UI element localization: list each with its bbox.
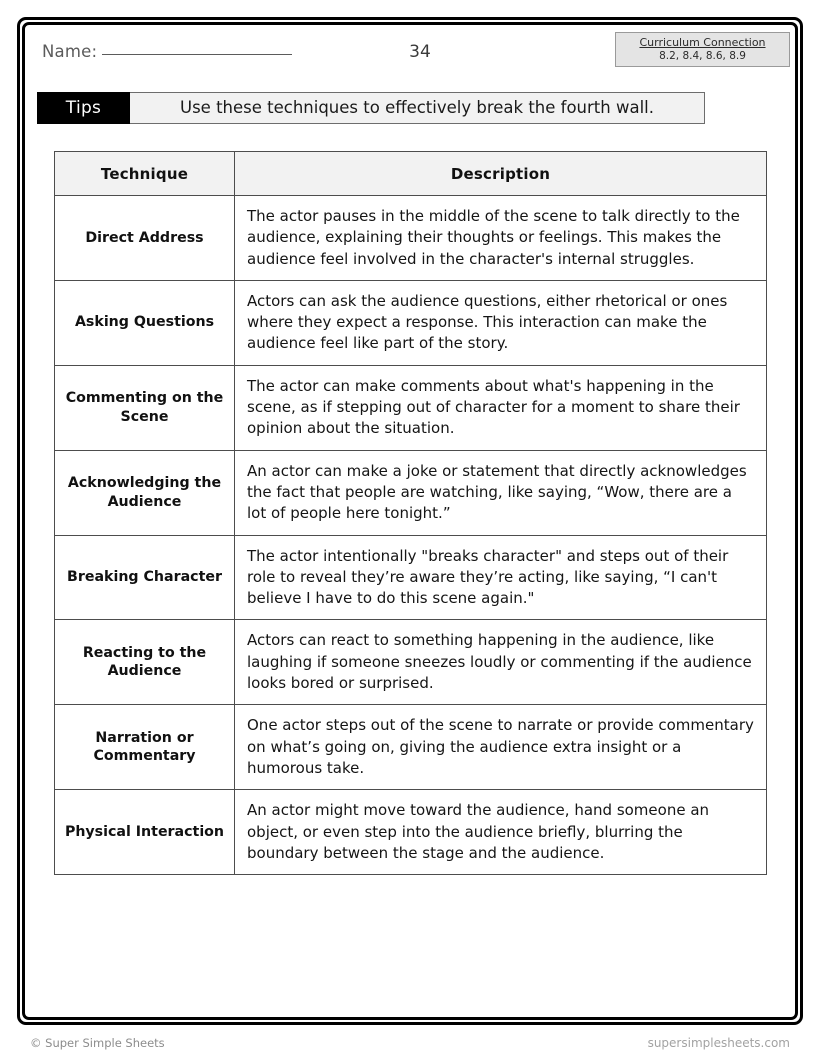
- technique-name: Physical Interaction: [55, 790, 235, 875]
- worksheet-header: [30, 30, 790, 80]
- table-header: [55, 152, 767, 196]
- column-header-description: Description: [235, 152, 767, 196]
- name-label: Name:: [42, 42, 98, 61]
- technique-name: Breaking Character: [55, 535, 235, 620]
- table-row: [55, 790, 767, 875]
- techniques-table: [54, 151, 767, 875]
- table-row: [55, 705, 767, 790]
- table-row: [55, 196, 767, 281]
- technique-description: An actor might move toward the audience, hand someone an object, or even step into the audience briefly, blurring the boundary between the stage and the audience.: [235, 790, 767, 875]
- technique-name: Direct Address: [55, 196, 235, 281]
- technique-name: Asking Questions: [55, 280, 235, 365]
- technique-name: Narration or Commentary: [55, 705, 235, 790]
- page-number: 34: [409, 42, 431, 62]
- page-footer: [0, 1034, 820, 1058]
- name-input-line[interactable]: [102, 54, 292, 55]
- column-header-technique: Technique: [55, 152, 235, 196]
- table-row: [55, 535, 767, 620]
- footer-copyright: © Super Simple Sheets: [30, 1036, 165, 1050]
- technique-description: The actor intentionally "breaks character" and steps out of their role to reveal they’re aware they’re acting, like saying, “I can't believe I have to do this scene again.": [235, 535, 767, 620]
- curriculum-connection-codes: 8.2, 8.4, 8.6, 8.9: [659, 49, 746, 62]
- technique-description: Actors can ask the audience questions, either rhetorical or ones where they expect a response. This interaction can make the audience feel like part of the story.: [235, 280, 767, 365]
- footer-website: supersimplesheets.com: [647, 1036, 790, 1050]
- technique-name: Commenting on the Scene: [55, 365, 235, 450]
- table-row: [55, 450, 767, 535]
- technique-description: Actors can react to something happening in the audience, like laughing if someone sneezes loudly or commenting if the audience looks bored or surprised.: [235, 620, 767, 705]
- table-body: [55, 196, 767, 875]
- technique-name: Reacting to the Audience: [55, 620, 235, 705]
- technique-description: The actor pauses in the middle of the scene to talk directly to the audience, explaining their thoughts or feelings. This makes the audience feel involved in the character's internal struggles.: [235, 196, 767, 281]
- table-row: [55, 280, 767, 365]
- table-header-row: [55, 152, 767, 196]
- technique-description: One actor steps out of the scene to narrate or provide commentary on what’s going on, giving the audience extra insight or a humorous take.: [235, 705, 767, 790]
- curriculum-connection-box: [615, 32, 790, 67]
- tips-instruction-text: Use these techniques to effectively break the fourth wall.: [130, 92, 705, 124]
- tips-tag-label: Tips: [37, 92, 130, 124]
- technique-description: An actor can make a joke or statement that directly acknowledges the fact that people are watching, like saying, “Wow, there are a lot of people here tonight.”: [235, 450, 767, 535]
- technique-description: The actor can make comments about what's happening in the scene, as if stepping out of character for a moment to share their opinion about the situation.: [235, 365, 767, 450]
- technique-name: Acknowledging the Audience: [55, 450, 235, 535]
- curriculum-connection-title: Curriculum Connection: [639, 36, 766, 50]
- tips-banner: [37, 92, 705, 124]
- name-field[interactable]: [42, 42, 292, 61]
- table-row: [55, 620, 767, 705]
- table-row: [55, 365, 767, 450]
